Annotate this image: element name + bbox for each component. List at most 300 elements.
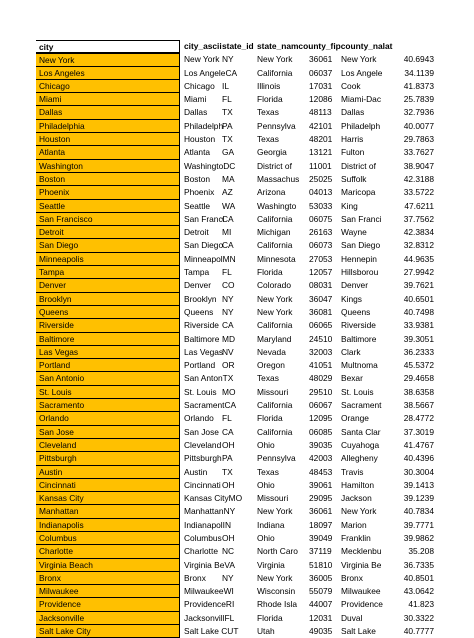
state-id-cell[interactable] — [222, 598, 254, 611]
lat-cell[interactable]: 37.3019 — [403, 426, 434, 437]
state-id-cell[interactable]: MD — [222, 333, 236, 344]
county-name-cell[interactable]: New York — [341, 54, 377, 65]
lat-cell[interactable]: 42.3188 — [403, 173, 434, 184]
county-name-cell[interactable]: Kings — [341, 293, 362, 304]
lat-cell[interactable]: 39.3051 — [403, 333, 434, 344]
city-cell[interactable]: Orlando — [36, 412, 180, 425]
city-ascii-cell[interactable]: Tampa — [184, 267, 210, 278]
state-name-cell[interactable]: Ohio — [257, 479, 275, 490]
county-fips-cell[interactable]: 25025 — [309, 173, 333, 184]
state-name-cell[interactable]: Minnesota — [257, 253, 296, 264]
county-name-cell[interactable]: Maricopa — [341, 187, 376, 198]
state-id-cell[interactable]: CO — [222, 280, 235, 291]
county-name-cell[interactable]: Suffolk — [341, 173, 367, 184]
county-fips-cell[interactable]: 13121 — [309, 147, 333, 158]
city-ascii-cell[interactable]: JacksonvillFL — [184, 612, 235, 623]
city-cell[interactable]: Baltimore — [36, 333, 180, 346]
city-cell[interactable]: Riverside — [36, 319, 180, 332]
state-name-cell[interactable]: Texas — [257, 466, 279, 477]
county-name-cell[interactable]: Santa Clar — [341, 426, 381, 437]
lat-cell[interactable]: 40.4396 — [403, 453, 434, 464]
state-id-cell[interactable] — [222, 399, 254, 412]
city-cell[interactable]: Minneapolis — [36, 253, 180, 266]
city-ascii-cell[interactable]: San Franci — [184, 213, 225, 224]
city-ascii-cell[interactable]: San Diego — [184, 240, 224, 251]
county-name-cell[interactable]: Milwaukee — [341, 586, 381, 597]
city-cell[interactable]: San Francisco — [36, 213, 180, 226]
lat-cell[interactable]: 32.7936 — [403, 107, 434, 118]
state-name-cell[interactable]: California — [257, 67, 293, 78]
city-cell[interactable]: Boston — [36, 173, 180, 186]
city-cell[interactable]: Denver — [36, 279, 180, 292]
city-ascii-cell[interactable]: Seattle — [184, 200, 211, 211]
county-name-cell[interactable]: Riverside — [341, 320, 376, 331]
state-id-cell[interactable]: OH — [222, 532, 235, 543]
city-ascii-cell[interactable]: Cincinnati — [184, 479, 221, 490]
county-name-cell[interactable]: Cook — [341, 80, 361, 91]
lat-cell[interactable]: 35.208 — [408, 546, 434, 557]
state-name-cell[interactable]: California — [257, 213, 293, 224]
header-city[interactable]: city — [36, 40, 180, 53]
lat-cell[interactable]: 33.9381 — [403, 320, 434, 331]
city-cell[interactable]: Queens — [36, 306, 180, 319]
state-id-cell[interactable] — [222, 612, 254, 625]
state-name-cell[interactable]: New York — [257, 572, 293, 583]
state-id-cell[interactable]: OR — [222, 360, 235, 371]
county-fips-cell[interactable]: 06075 — [309, 213, 333, 224]
lat-cell[interactable]: 30.3004 — [403, 466, 434, 477]
county-name-cell[interactable]: Salt Lake — [341, 626, 376, 637]
city-cell[interactable]: Chicago — [36, 80, 180, 93]
county-fips-cell[interactable]: 29095 — [309, 493, 333, 504]
state-id-cell[interactable]: AZ — [222, 187, 233, 198]
state-id-cell[interactable] — [222, 519, 254, 532]
lat-cell[interactable]: 41.823 — [408, 599, 434, 610]
state-name-cell[interactable]: Arizona — [257, 187, 286, 198]
city-ascii-cell[interactable]: Bronx — [184, 572, 206, 583]
lat-cell[interactable]: 44.9635 — [403, 253, 434, 264]
county-fips-cell[interactable]: 11001 — [309, 160, 332, 171]
city-cell[interactable]: Detroit — [36, 226, 180, 239]
lat-cell[interactable]: 38.5667 — [403, 400, 434, 411]
state-id-cell[interactable] — [222, 67, 254, 80]
lat-cell[interactable]: 42.3834 — [403, 227, 434, 238]
state-id-cell[interactable]: OH — [222, 479, 235, 490]
city-cell[interactable]: Atlanta — [36, 146, 180, 159]
state-id-cell[interactable]: GA — [222, 147, 235, 158]
city-ascii-cell[interactable]: ProvidenceRI — [184, 599, 235, 610]
city-cell[interactable]: Pittsburgh — [36, 452, 180, 465]
city-cell[interactable]: New York — [36, 53, 180, 66]
lat-cell[interactable]: 39.9862 — [403, 532, 434, 543]
state-name-cell[interactable]: Florida — [257, 612, 283, 623]
state-id-cell[interactable]: WA — [222, 200, 236, 211]
city-cell[interactable]: Manhattan — [36, 505, 180, 518]
lat-cell[interactable]: 25.7839 — [403, 94, 434, 105]
header-state-id[interactable]: state_id — [222, 41, 254, 51]
city-ascii-cell[interactable]: Columbus — [184, 532, 222, 543]
state-name-cell[interactable]: Pennsylva — [257, 120, 296, 131]
city-ascii-cell[interactable]: Cleveland — [184, 439, 222, 450]
county-name-cell[interactable]: Hamilton — [341, 479, 375, 490]
lat-cell[interactable]: 41.8373 — [403, 80, 434, 91]
state-id-cell[interactable]: TX — [222, 134, 233, 145]
city-ascii-cell[interactable]: Miami — [184, 94, 207, 105]
city-cell[interactable]: San Jose — [36, 426, 180, 439]
county-name-cell[interactable]: San Franci — [341, 213, 382, 224]
city-cell[interactable]: Cleveland — [36, 439, 180, 452]
state-name-cell[interactable]: Illinois — [257, 80, 281, 91]
state-name-cell[interactable]: District of — [257, 160, 292, 171]
state-name-cell[interactable]: California — [257, 426, 293, 437]
city-cell[interactable]: Charlotte — [36, 545, 180, 558]
city-ascii-cell[interactable]: ManhattanNY — [184, 506, 236, 517]
lat-cell[interactable]: 36.7335 — [403, 559, 434, 570]
county-name-cell[interactable]: Jackson — [341, 493, 372, 504]
county-fips-cell[interactable]: 27053 — [309, 253, 333, 264]
city-ascii-cell[interactable]: Los AngeleCA — [184, 67, 238, 78]
county-name-cell[interactable]: St. Louis — [341, 386, 374, 397]
county-name-cell[interactable]: Clark — [341, 346, 361, 357]
county-fips-cell[interactable]: 06073 — [309, 240, 333, 251]
county-fips-cell[interactable]: 44007 — [309, 599, 333, 610]
county-name-cell[interactable]: District of — [341, 160, 376, 171]
city-cell[interactable]: Las Vegas — [36, 346, 180, 359]
city-ascii-cell[interactable]: Pittsburgh — [184, 453, 222, 464]
county-fips-cell[interactable]: 41051 — [309, 360, 333, 371]
lat-cell[interactable]: 29.7863 — [403, 134, 434, 145]
state-id-cell[interactable]: NY — [222, 54, 234, 65]
county-fips-cell[interactable]: 48453 — [309, 466, 333, 477]
lat-cell[interactable]: 29.4658 — [403, 373, 434, 384]
county-fips-cell[interactable]: 12086 — [309, 94, 333, 105]
city-ascii-cell[interactable]: Houston — [184, 134, 216, 145]
state-id-cell[interactable]: FL — [222, 413, 232, 424]
state-name-cell[interactable]: New York — [257, 306, 293, 317]
county-fips-cell[interactable]: 12031 — [309, 612, 333, 623]
county-fips-cell[interactable]: 36047 — [309, 293, 333, 304]
state-name-cell[interactable]: California — [257, 400, 293, 411]
city-ascii-cell[interactable]: MilwaukeeWI — [184, 586, 234, 597]
state-name-cell[interactable]: Texas — [257, 107, 279, 118]
state-name-cell[interactable]: California — [257, 240, 293, 251]
county-name-cell[interactable]: Duval — [341, 612, 363, 623]
state-id-cell[interactable]: PA — [222, 120, 233, 131]
city-cell[interactable]: Salt Lake City — [36, 625, 180, 638]
city-ascii-cell[interactable]: St. Louis — [184, 386, 217, 397]
state-id-cell[interactable]: OH — [222, 439, 235, 450]
city-cell[interactable]: Houston — [36, 133, 180, 146]
county-fips-cell[interactable]: 06067 — [309, 400, 333, 411]
state-id-cell[interactable]: NY — [222, 572, 234, 583]
state-name-cell[interactable]: Ohio — [257, 532, 275, 543]
county-name-cell[interactable]: Bexar — [341, 373, 363, 384]
city-ascii-cell[interactable]: Brooklyn — [184, 293, 217, 304]
city-cell[interactable]: Virginia Beach — [36, 559, 180, 572]
city-cell[interactable]: Tampa — [36, 266, 180, 279]
county-name-cell[interactable]: Queens — [341, 306, 371, 317]
county-name-cell[interactable]: Dallas — [341, 107, 365, 118]
county-fips-cell[interactable]: 49035 — [309, 626, 333, 637]
lat-cell[interactable]: 34.1139 — [404, 67, 434, 78]
county-name-cell[interactable]: Cuyahoga — [341, 439, 380, 450]
lat-cell[interactable]: 36.2333 — [403, 346, 434, 357]
city-cell[interactable]: Providence — [36, 598, 180, 611]
state-name-cell[interactable]: Florida — [257, 94, 283, 105]
state-name-cell[interactable]: New York — [257, 54, 293, 65]
county-name-cell[interactable]: Multnoma — [341, 360, 378, 371]
state-id-cell[interactable] — [222, 559, 254, 572]
county-name-cell[interactable]: Bronx — [341, 572, 363, 583]
county-fips-cell[interactable]: 04013 — [309, 187, 333, 198]
city-cell[interactable]: San Antonio — [36, 372, 180, 385]
county-fips-cell[interactable]: 53033 — [309, 200, 333, 211]
city-cell[interactable]: Kansas City — [36, 492, 180, 505]
state-name-cell[interactable]: Pennsylva — [257, 453, 296, 464]
lat-cell[interactable]: 45.5372 — [403, 360, 434, 371]
state-name-cell[interactable]: Rhode Isla — [257, 599, 298, 610]
county-name-cell[interactable]: Marion — [341, 519, 367, 530]
lat-cell[interactable]: 38.6358 — [403, 386, 434, 397]
county-fips-cell[interactable]: 48201 — [309, 134, 333, 145]
city-ascii-cell[interactable]: Portland — [184, 360, 216, 371]
county-fips-cell[interactable]: 29510 — [309, 386, 333, 397]
lat-cell[interactable]: 37.7562 — [403, 213, 434, 224]
state-name-cell[interactable]: Georgia — [257, 147, 287, 158]
state-name-cell[interactable]: Ohio — [257, 439, 275, 450]
lat-cell[interactable]: 33.5722 — [403, 187, 434, 198]
county-name-cell[interactable]: Hillsborou — [341, 267, 379, 278]
county-name-cell[interactable]: Fulton — [341, 147, 365, 158]
county-fips-cell[interactable]: 18097 — [309, 519, 333, 530]
city-cell[interactable]: Austin — [36, 466, 180, 479]
county-name-cell[interactable]: Franklin — [341, 532, 371, 543]
state-id-cell[interactable] — [222, 585, 254, 598]
county-name-cell[interactable]: Baltimore — [341, 333, 377, 344]
city-cell[interactable]: Dallas — [36, 106, 180, 119]
county-fips-cell[interactable]: 37119 — [309, 546, 332, 557]
lat-cell[interactable]: 40.7834 — [403, 506, 434, 517]
county-fips-cell[interactable]: 39049 — [309, 532, 333, 543]
city-cell[interactable]: San Diego — [36, 239, 180, 252]
state-id-cell[interactable] — [222, 160, 254, 173]
county-fips-cell[interactable]: 55079 — [309, 586, 333, 597]
county-fips-cell[interactable]: 12095 — [309, 413, 333, 424]
state-id-cell[interactable]: PA — [222, 453, 233, 464]
county-fips-cell[interactable]: 39061 — [309, 479, 333, 490]
city-ascii-cell[interactable]: Atlanta — [184, 147, 211, 158]
county-name-cell[interactable]: Harris — [341, 134, 364, 145]
state-id-cell[interactable]: MO — [222, 386, 236, 397]
city-ascii-cell[interactable]: Las Vegas — [184, 346, 224, 357]
lat-cell[interactable]: 33.7627 — [403, 147, 434, 158]
state-name-cell[interactable]: Washingto — [257, 200, 297, 211]
state-id-cell[interactable]: NY — [222, 306, 234, 317]
lat-cell[interactable]: 40.0077 — [403, 120, 434, 131]
county-name-cell[interactable]: Providence — [341, 599, 383, 610]
county-name-cell[interactable]: Sacrament — [341, 400, 382, 411]
county-name-cell[interactable]: Philadelph — [341, 120, 381, 131]
city-cell[interactable]: Los Angeles — [36, 67, 180, 80]
state-id-cell[interactable] — [222, 372, 254, 385]
state-name-cell[interactable]: Indiana — [257, 519, 285, 530]
city-ascii-cell[interactable]: Phoenix — [184, 187, 215, 198]
city-ascii-cell[interactable]: Charlotte — [184, 546, 218, 557]
state-id-cell[interactable]: NY — [222, 293, 234, 304]
city-ascii-cell[interactable]: MinneapolMN — [184, 253, 236, 264]
state-id-cell[interactable]: FL — [222, 94, 232, 105]
lat-cell[interactable]: 39.7621 — [403, 280, 434, 291]
county-fips-cell[interactable]: 08031 — [309, 280, 333, 291]
city-cell[interactable]: Columbus — [36, 532, 180, 545]
city-ascii-cell[interactable]: Austin — [184, 466, 208, 477]
city-ascii-cell[interactable]: Virginia BeVA — [184, 559, 235, 570]
city-cell[interactable]: Sacramento — [36, 399, 180, 412]
lat-cell[interactable]: 38.9047 — [403, 160, 434, 171]
state-name-cell[interactable]: Missouri — [257, 386, 289, 397]
lat-cell[interactable]: 39.1413 — [403, 479, 434, 490]
city-ascii-cell[interactable]: San AntonTX — [184, 373, 234, 384]
state-name-cell[interactable]: Utah — [257, 626, 275, 637]
state-name-cell[interactable]: North Caro — [257, 546, 298, 557]
state-name-cell[interactable]: Massachus — [257, 173, 300, 184]
state-id-cell[interactable]: MI — [222, 227, 232, 238]
state-id-cell[interactable]: NV — [222, 346, 234, 357]
state-name-cell[interactable]: New York — [257, 506, 293, 517]
city-cell[interactable]: Portland — [36, 359, 180, 372]
county-name-cell[interactable]: New York — [341, 506, 377, 517]
lat-cell[interactable]: 47.6211 — [404, 200, 434, 211]
city-cell[interactable]: St. Louis — [36, 386, 180, 399]
state-name-cell[interactable]: Missouri — [257, 493, 289, 504]
county-name-cell[interactable]: King — [341, 200, 358, 211]
lat-cell[interactable]: 30.3322 — [403, 612, 434, 623]
city-ascii-cell[interactable]: IndianapolIN — [184, 519, 232, 530]
city-cell[interactable]: Cincinnati — [36, 479, 180, 492]
city-ascii-cell[interactable]: Detroit — [184, 227, 209, 238]
lat-cell[interactable]: 39.7771 — [403, 519, 434, 530]
city-ascii-cell[interactable]: Kansas CityMO — [184, 493, 243, 504]
state-name-cell[interactable]: Nevada — [257, 346, 286, 357]
county-fips-cell[interactable]: 36061 — [309, 506, 333, 517]
state-id-cell[interactable]: TX — [222, 466, 233, 477]
county-name-cell[interactable]: San Diego — [341, 240, 381, 251]
state-name-cell[interactable]: New York — [257, 293, 293, 304]
county-fips-cell[interactable]: 24510 — [309, 333, 333, 344]
state-id-cell[interactable]: CA — [222, 213, 234, 224]
city-ascii-cell[interactable]: Salt Lake CUT — [184, 626, 239, 637]
city-ascii-cell[interactable]: Queens — [184, 306, 214, 317]
lat-cell[interactable]: 40.6943 — [403, 54, 434, 65]
city-cell[interactable]: Bronx — [36, 572, 180, 585]
city-ascii-cell[interactable]: Boston — [184, 173, 211, 184]
county-name-cell[interactable]: Mecklenbu — [341, 546, 382, 557]
county-fips-cell[interactable]: 51810 — [309, 559, 333, 570]
city-cell[interactable]: Washington — [36, 160, 180, 173]
state-id-cell[interactable]: CA — [222, 240, 234, 251]
city-cell[interactable]: Seattle — [36, 200, 180, 213]
lat-cell[interactable]: 39.1239 — [403, 493, 434, 504]
county-fips-cell[interactable]: 17031 — [309, 80, 333, 91]
lat-cell[interactable]: 40.7777 — [403, 626, 434, 637]
county-name-cell[interactable]: Miami-Dac — [341, 94, 382, 105]
city-ascii-cell[interactable]: Dallas — [184, 107, 208, 118]
state-name-cell[interactable]: Florida — [257, 413, 283, 424]
county-fips-cell[interactable]: 48029 — [309, 373, 333, 384]
county-fips-cell[interactable]: 36081 — [309, 306, 333, 317]
county-name-cell[interactable]: Los Angele — [341, 67, 383, 78]
city-cell[interactable]: Milwaukee — [36, 585, 180, 598]
county-fips-cell[interactable]: 12057 — [309, 267, 333, 278]
city-cell[interactable]: Jacksonville — [36, 612, 180, 625]
county-fips-cell[interactable]: 42101 — [309, 120, 333, 131]
state-name-cell[interactable]: Virginia — [257, 559, 285, 570]
county-name-cell[interactable]: Travis — [341, 466, 364, 477]
state-id-cell[interactable] — [222, 492, 254, 505]
county-name-cell[interactable]: Denver — [341, 280, 368, 291]
county-fips-cell[interactable]: 26163 — [309, 227, 333, 238]
state-id-cell[interactable]: MA — [222, 173, 235, 184]
county-fips-cell[interactable]: 36061 — [309, 54, 333, 65]
county-fips-cell[interactable]: 06065 — [309, 320, 333, 331]
county-fips-cell[interactable]: 32003 — [309, 346, 333, 357]
state-id-cell[interactable]: IL — [222, 80, 229, 91]
city-ascii-cell[interactable]: Baltimore — [184, 333, 220, 344]
city-ascii-cell[interactable]: Chicago — [184, 80, 215, 91]
city-ascii-cell[interactable]: WashingtoDC — [184, 160, 236, 171]
city-cell[interactable]: Brooklyn — [36, 293, 180, 306]
state-name-cell[interactable]: Maryland — [257, 333, 292, 344]
state-name-cell[interactable]: Florida — [257, 267, 283, 278]
county-fips-cell[interactable]: 42003 — [309, 453, 333, 464]
state-id-cell[interactable]: TX — [222, 107, 233, 118]
county-fips-cell[interactable]: 39035 — [309, 439, 333, 450]
lat-cell[interactable]: 28.4772 — [403, 413, 434, 424]
header-city-ascii[interactable]: city_ascii — [184, 41, 222, 51]
state-name-cell[interactable]: Texas — [257, 373, 279, 384]
city-ascii-cell[interactable]: Denver — [184, 280, 211, 291]
county-fips-cell[interactable]: 06085 — [309, 426, 333, 437]
city-ascii-cell[interactable]: New York — [184, 54, 220, 65]
city-ascii-cell[interactable]: Riverside — [184, 320, 219, 331]
city-ascii-cell[interactable]: San Jose — [184, 426, 219, 437]
state-id-cell[interactable] — [222, 505, 254, 518]
lat-cell[interactable]: 43.0642 — [403, 586, 434, 597]
state-id-cell[interactable]: CA — [222, 320, 234, 331]
county-fips-cell[interactable]: 06037 — [309, 67, 333, 78]
city-ascii-cell[interactable]: SacramentCA — [184, 400, 237, 411]
lat-cell[interactable]: 40.6501 — [403, 293, 434, 304]
county-name-cell[interactable]: Orange — [341, 413, 369, 424]
county-name-cell[interactable]: Allegheny — [341, 453, 378, 464]
lat-cell[interactable]: 32.8312 — [403, 240, 434, 251]
city-cell[interactable]: Miami — [36, 93, 180, 106]
lat-cell[interactable]: 40.7498 — [403, 306, 434, 317]
state-id-cell[interactable] — [222, 625, 254, 638]
state-name-cell[interactable]: California — [257, 320, 293, 331]
city-cell[interactable]: Indianapolis — [36, 519, 180, 532]
state-id-cell[interactable]: FL — [222, 267, 232, 278]
state-id-cell[interactable]: CA — [222, 426, 234, 437]
state-name-cell[interactable]: Colorado — [257, 280, 291, 291]
city-ascii-cell[interactable]: Philadelph — [184, 120, 224, 131]
state-name-cell[interactable]: Michigan — [257, 227, 291, 238]
state-name-cell[interactable]: Oregon — [257, 360, 285, 371]
state-name-cell[interactable]: Texas — [257, 134, 279, 145]
city-ascii-cell[interactable]: Orlando — [184, 413, 214, 424]
lat-cell[interactable]: 27.9942 — [403, 267, 434, 278]
city-cell[interactable]: Phoenix — [36, 186, 180, 199]
